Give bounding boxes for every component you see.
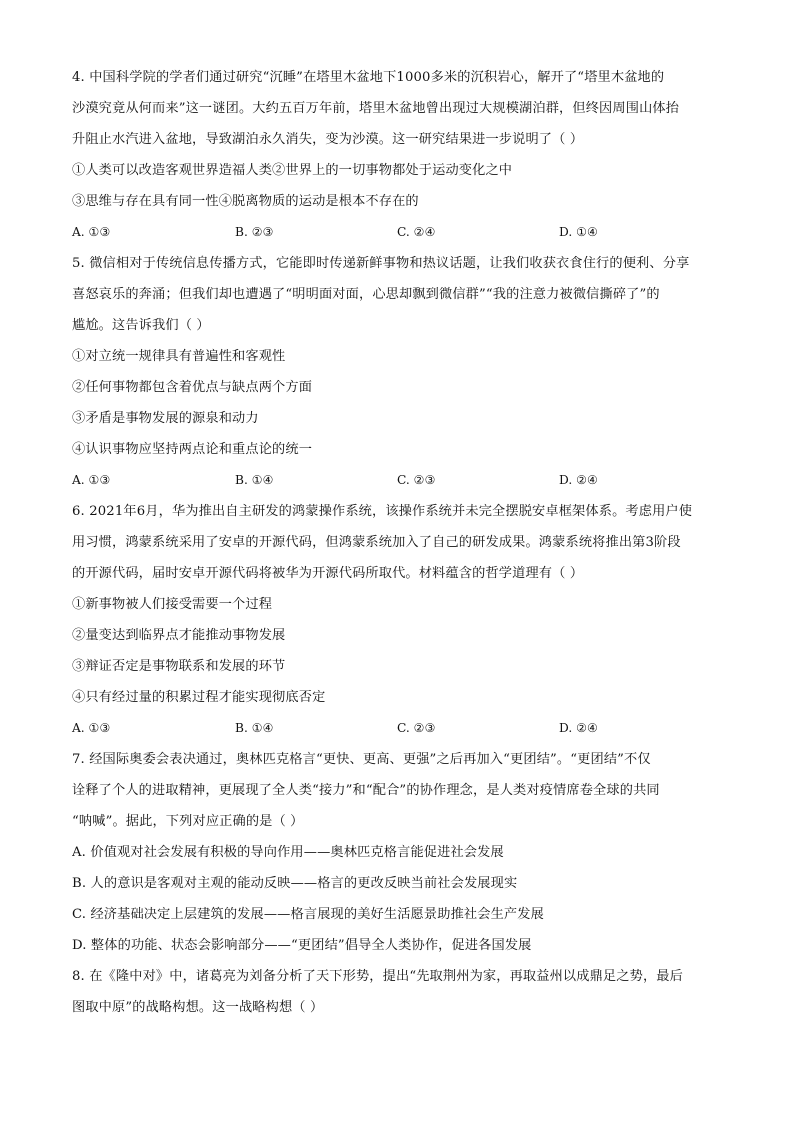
- option-b: B. ①④: [235, 721, 274, 735]
- question-stem-line: 沙漠究竟从何而来”这一谜团。大约五百万年前，塔里木盆地曾出现过大规模湖泊群，但终因周围山体抬: [72, 101, 680, 116]
- statement: ①人类可以改造客观世界造福人类②世界上的一切事物都处于运动变化之中: [72, 163, 513, 178]
- question-stem-line: 用习惯，鸿蒙系统采用了安卓的开源代码，但鸿蒙系统加入了自己的研发成果。鸿蒙系统将推出第3阶段: [72, 535, 681, 550]
- answer-options: [72, 713, 732, 744]
- question-stem-line: 尴尬。这告诉我们（ ）: [72, 318, 210, 333]
- statement: ①新事物被人们接受需要一个过程: [72, 597, 273, 612]
- statement: ③思维与存在具有同一性④脱离物质的运动是根本不存在的: [72, 194, 419, 209]
- option-a: A. ①③: [72, 225, 111, 239]
- answer-options: [72, 465, 732, 496]
- option-a: A. ①③: [72, 721, 111, 735]
- statement: ③矛盾是事物发展的源泉和动力: [72, 411, 259, 426]
- option-d: D. ①④: [559, 225, 598, 239]
- question-stem-line: 升阻止水汽进入盆地，导致湖泊永久消失，变为沙漠。这一研究结果进一步说明了（ ）: [72, 132, 584, 147]
- question-stem-line: 诠释了个人的进取精神，更展现了全人类“接力”和“配合”的协作理念，是人类对疫情席卷全球的共同: [72, 783, 660, 798]
- option-b: B. ①④: [235, 473, 274, 487]
- statement: ④只有经过量的积累过程才能实现彻底否定: [72, 690, 326, 705]
- question-stem-line: 的开源代码，届时安卓开源代码将被华为开源代码所取代。材料蕴含的哲学道理有（ ）: [72, 566, 584, 581]
- question-stem-line: 5. 微信相对于传统信息传播方式，它能即时传递新鲜事物和热议话题，让我们收获衣食住行的便利、分享: [72, 256, 690, 271]
- option-c: C. ②④: [397, 225, 436, 239]
- statement: ④认识事物应坚持两点论和重点论的统一: [72, 442, 313, 457]
- answer-options: [72, 217, 732, 248]
- option-a: A. 价值观对社会发展有积极的导向作用——奥林匹克格言能促进社会发展: [72, 845, 504, 860]
- option-c: C. ②③: [397, 473, 436, 487]
- question-stem-line: 7. 经国际奥委会表决通过，奥林匹克格言“更快、更高、更强”之后再加入“更团结”。“更团结”不仅: [72, 752, 651, 767]
- question-8: [72, 961, 732, 1023]
- option-c: C. ②③: [397, 721, 436, 735]
- option-a: A. ①③: [72, 473, 111, 487]
- option-d: D. 整体的功能、状态会影响部分——“更团结”倡导全人类协作，促进各国发展: [72, 938, 532, 953]
- question-stem-line: 图取中原”的战略构想。这一战略构想（ ）: [72, 1000, 324, 1015]
- statement: ①对立统一规律具有普遍性和客观性: [72, 349, 286, 364]
- exam-page: [72, 62, 732, 1023]
- statement: ②量变达到临界点才能推动事物发展: [72, 628, 286, 643]
- option-d: D. ②④: [559, 473, 598, 487]
- question-stem-line: 4. 中国科学院的学者们通过研究“沉睡”在塔里木盆地下1000多米的沉积岩心，解开了“塔里木盆地的: [72, 70, 665, 85]
- statement: ③辩证否定是事物联系和发展的环节: [72, 659, 286, 674]
- question-5: [72, 248, 732, 496]
- option-d: D. ②④: [559, 721, 598, 735]
- question-stem-line: 8. 在《隆中对》中，诸葛亮为刘备分析了天下形势，提出“先取荆州为家，再取益州以成鼎足之势，最后: [72, 969, 683, 984]
- option-b: B. ②③: [235, 225, 274, 239]
- question-7: [72, 744, 732, 961]
- question-4: [72, 62, 732, 248]
- option-c: C. 经济基础决定上层建筑的发展——格言展现的美好生活愿景助推社会生产发展: [72, 907, 544, 922]
- option-b: B. 人的意识是客观对主观的能动反映——格言的更改反映当前社会发展现实: [72, 876, 518, 891]
- statement: ②任何事物都包含着优点与缺点两个方面: [72, 380, 313, 395]
- question-stem-line: 6. 2021年6月，华为推出自主研发的鸿蒙操作系统，该操作系统并未完全摆脱安卓框架体系。考虑用户使: [72, 504, 693, 519]
- question-6: [72, 496, 732, 744]
- question-stem-line: “呐喊”。据此，下列对应正确的是（ ）: [72, 814, 304, 829]
- question-stem-line: 喜怒哀乐的奔涌；但我们却也遭遇了“明明面对面，心思却飘到微信群”“我的注意力被微信撕碎了”的: [72, 287, 660, 302]
